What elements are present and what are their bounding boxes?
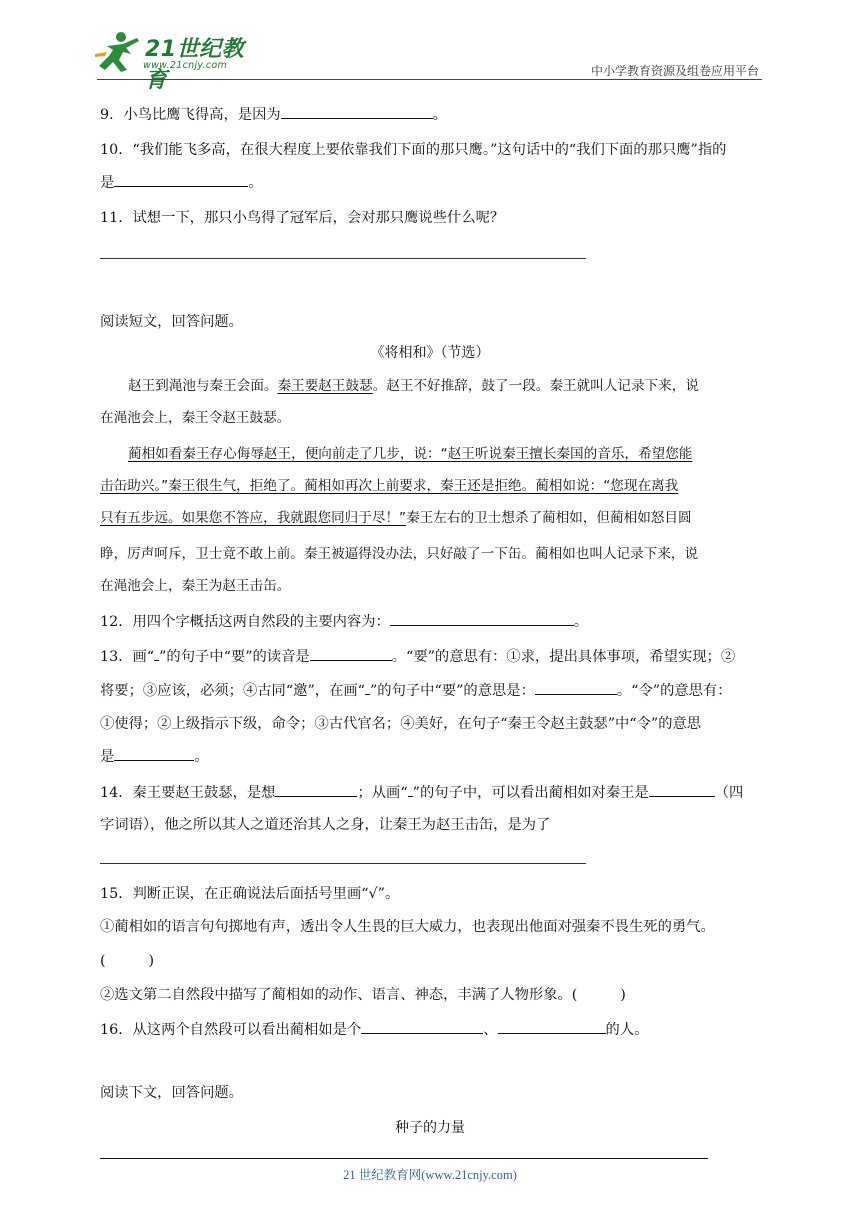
reading-2-title: 种子的力量 bbox=[395, 1120, 465, 1136]
q14-answer-line[interactable] bbox=[100, 863, 586, 864]
underlined-sentence-1: 秦王要赵王鼓瑟 bbox=[277, 378, 373, 394]
question-12: 12．用四个字概括这两自然段的主要内容为： 。 bbox=[100, 611, 588, 632]
question-15-title: 15．判断正误，在正确说法后面括号里画“√”。 bbox=[100, 886, 400, 902]
logo-url: www.21cnjy.com bbox=[143, 60, 228, 71]
header-platform-label: 中小学教育资源及组卷应用平台 bbox=[590, 64, 759, 78]
question-13-line-3: ①使得；②上级指示下级，命令；③古代官名；④美好，在句子“秦王令赵主鼓瑟”中“令”的意思 bbox=[100, 716, 702, 732]
q9-text: 9．小鸟比鹰飞得高，是因为 bbox=[100, 107, 281, 123]
passage-p2-line-4: 睁，厉声呵斥，卫士竟不敢上前。秦王被逼得没办法，只好敲了一下缶。蔺相如也叫人记录下来，说 bbox=[100, 546, 699, 562]
question-15-item-1: ①蔺相如的语言句句掷地有声，透出令人生畏的巨大威力，也表现出他面对强秦不畏生死的勇气。 bbox=[100, 919, 715, 935]
logo-text: 21世纪教育 bbox=[145, 37, 245, 93]
passage-p2-line-2: 击缶助兴。”秦王很生气，拒绝了。蔺相如再次上前要求，秦王还是拒绝。蔺相如说：“您现在离我 bbox=[100, 478, 679, 494]
question-14-line-2: 字词语），他之所以其人之道还治其人之身，让秦王为赵王击缶，是为了 bbox=[100, 817, 551, 833]
q16-blank-1[interactable] bbox=[361, 1019, 483, 1034]
reading-2-intro: 阅读下文，回答问题。 bbox=[100, 1085, 243, 1101]
q11-answer-line[interactable] bbox=[100, 258, 586, 259]
q14-idiom-blank[interactable] bbox=[649, 782, 715, 797]
question-10-line-1: 10．“我们能飞多高，在很大程度上要依靠我们下面的那只鹰。”这句话中的“我们下面的那只鹰”指的 bbox=[100, 142, 727, 158]
q13-meaning-blank[interactable] bbox=[535, 680, 617, 695]
q13-ling-blank[interactable] bbox=[114, 746, 194, 761]
reading-1-intro: 阅读短文，回答问题。 bbox=[100, 314, 243, 330]
question-15-item-1-paren[interactable]: ( ) bbox=[100, 953, 155, 969]
question-10-line-2: 是 。 bbox=[100, 172, 263, 193]
q9-answer-blank[interactable] bbox=[281, 104, 433, 119]
question-16: 16．从这两个自然段可以看出蔺相如是个 、 的人。 bbox=[100, 1019, 648, 1040]
q12-answer-blank[interactable] bbox=[390, 611, 574, 626]
passage-p2-line-3: 只有五步远。如果您不答应，我就跟您同归于尽！”秦王左右的卫士想杀了蔺相如，但蔺相如怒目圆 bbox=[100, 510, 692, 526]
footer-link[interactable]: 21 世纪教育网(www.21cnjy.com) bbox=[343, 1168, 517, 1182]
question-13-line-2: 将要；③应该，必须；④古同“邀”，在画“ ”的句子中“要”的意思是： 。“令”的意思有： bbox=[100, 680, 732, 701]
question-13-line-4: 是 。 bbox=[100, 746, 209, 767]
question-15-item-2[interactable]: ②选文第二自然段中描写了蔺相如的动作、语言、神态，丰满了人物形象。( ) bbox=[100, 987, 626, 1003]
passage-p1-line-1: 赵王到渑池与秦王会面。秦王要赵王鼓瑟。赵王不好推辞，鼓了一段。秦王就叫人记录下来，说 bbox=[128, 378, 699, 394]
q13-reading-blank[interactable] bbox=[310, 646, 392, 661]
reading-1-title: 《将相和》（节选） bbox=[370, 345, 490, 361]
footer-divider bbox=[100, 1158, 708, 1159]
question-14-line-1: 14．秦王要赵王鼓瑟，是想 ；从画“ ”的句子中，可以看出蔺相如对秦王是 （四 bbox=[100, 782, 743, 803]
question-9: 9．小鸟比鹰飞得高，是因为 。 bbox=[100, 104, 447, 125]
question-11: 11．试想一下，那只小鸟得了冠军后，会对那只鹰说些什么呢？ bbox=[100, 210, 505, 226]
q10-answer-blank[interactable] bbox=[114, 172, 248, 187]
header-divider bbox=[97, 79, 762, 80]
q14-intent-blank[interactable] bbox=[275, 782, 357, 797]
passage-p1-line-2: 在渑池会上，秦王令赵王鼓瑟。 bbox=[100, 410, 291, 426]
logo bbox=[93, 30, 263, 93]
passage-p2-line-5: 在渑池会上，秦王为赵王击缶。 bbox=[100, 578, 291, 594]
passage-p2-line-1: 蔺相如看秦王存心侮辱赵王，便向前走了几步，说：“赵王听说秦王擅长秦国的音乐，希望您能 bbox=[128, 446, 693, 462]
underlined-sentence-2-end: 只有五步远。如果您不答应，我就跟您同归于尽！” bbox=[100, 510, 407, 526]
runner-logo-icon bbox=[93, 30, 143, 76]
question-13-line-1: 13．画“ ”的句子中“要”的读音是 。“要”的意思有：①求，提出具体事项，希望实现；② bbox=[100, 646, 735, 667]
q16-blank-2[interactable] bbox=[498, 1019, 606, 1034]
page-header bbox=[0, 0, 860, 93]
